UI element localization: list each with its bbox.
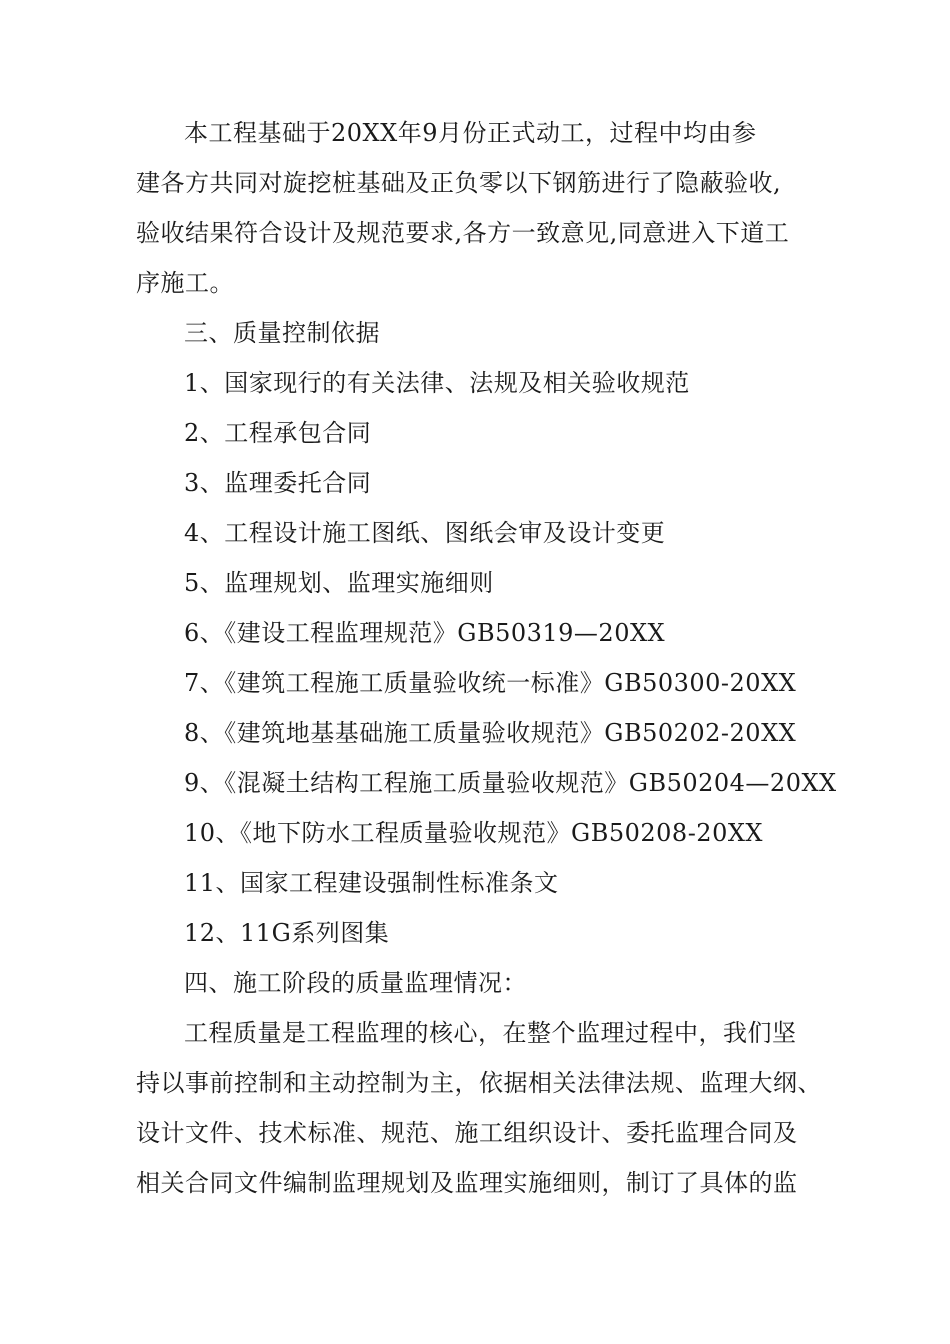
section-heading-quality-basis: 三、质量控制依据 [184,319,380,347]
basis-list-item: 6、《建设工程监理规范》GB50319—20XX [184,619,666,647]
basis-list-item: 7、《建筑工程施工质量验收统一标准》GB50300-20XX [184,669,797,697]
basis-list-item: 9、《混凝土结构工程施工质量验收规范》GB50204—20XX [184,769,837,797]
basis-list-item: 10、《地下防水工程质量验收规范》GB50208-20XX [184,819,764,847]
basis-list-item: 12、11G系列图集 [184,919,390,947]
basis-list-item: 1、国家现行的有关法律、法规及相关验收规范 [184,369,690,397]
basis-list-item: 8、《建筑地基基础施工质量验收规范》GB50202-20XX [184,719,797,747]
basis-list-item: 4、工程设计施工图纸、图纸会审及设计变更 [184,519,666,547]
intro-paragraph-line: 验收结果符合设计及规范要求,各方一致意见,同意进入下道工 [136,219,790,247]
supervision-paragraph-line: 持以事前控制和主动控制为主，依据相关法律法规、监理大纲、 [136,1069,822,1097]
supervision-paragraph-line: 相关合同文件编制监理规划及监理实施细则，制订了具体的监 [136,1169,798,1197]
supervision-paragraph-line: 工程质量是工程监理的核心，在整个监理过程中，我们坚 [184,1019,797,1047]
basis-list-item: 2、工程承包合同 [184,419,372,447]
section-heading-supervision: 四、施工阶段的质量监理情况： [184,969,527,997]
basis-list-item: 3、监理委托合同 [184,469,372,497]
basis-list-item: 5、监理规划、监理实施细则 [184,569,494,597]
basis-list-item: 11、国家工程建设强制性标准条文 [184,869,559,897]
supervision-paragraph-line: 设计文件、技术标准、规范、施工组织设计、委托监理合同及 [136,1119,798,1147]
intro-paragraph-line: 本工程基础于20XX年9月份正式动工，过程中均由参 [184,119,757,147]
intro-paragraph-line: 建各方共同对旋挖桩基础及正负零以下钢筋进行了隐蔽验收, [136,169,782,197]
intro-paragraph-line: 序施工。 [136,269,234,297]
